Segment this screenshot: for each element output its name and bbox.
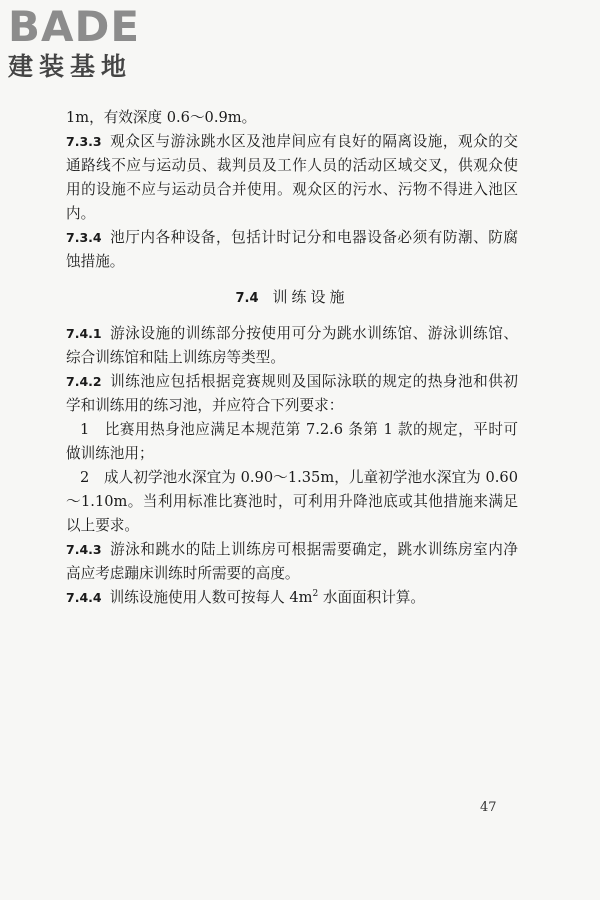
clause-7-4-1: [66, 322, 518, 370]
bade-logo: [8, 4, 178, 88]
clause-number: 7.3.3: [66, 134, 102, 149]
clause-number: 7.4.4: [66, 590, 102, 605]
clause-text-b: 水面面积计算。: [318, 589, 426, 606]
clause-text: 观众区与游泳跳水区及池岸间应有良好的隔离设施，观众的交通路线不应与运动员、裁判员及工作人员的活动区域交叉，供观众使用的设施不应与运动员合并使用。观众区的污水、污物不得进入池区内。: [66, 133, 518, 222]
section-heading: [66, 285, 518, 311]
section-number: 7.4: [235, 291, 259, 306]
document-body: [66, 106, 518, 610]
clause-text: 训练池应包括根据竞赛规则及国际泳联的规定的热身池和供初学和训练用的练习池，并应符合下列要求：: [66, 373, 518, 414]
clause-text: 游泳设施的训练部分按使用可分为跳水训练馆、游泳训练馆、综合训练馆和陆上训练房等类型。: [66, 325, 518, 366]
clause-number: 7.4.3: [66, 542, 102, 557]
clause-text-a: 训练设施使用人数可按每人 4m: [109, 589, 313, 606]
clause-number: 7.4.1: [66, 326, 102, 341]
clause-7-3-4: [66, 226, 518, 274]
list-item-2: 2 成人初学池水深宜为 0.90～1.35m，儿童初学池水深宜为 0.60～1.10m。当利用标准比赛池时，可利用升降池底或其他措施来满足以上要求。: [66, 469, 518, 534]
superscript: 2: [312, 589, 319, 600]
clause-number: 7.4.2: [66, 374, 102, 389]
continuation-line: [66, 106, 518, 130]
clause-7-3-3: [66, 130, 518, 226]
clause-text: 池厅内各种设备，包括计时记分和电器设备必须有防潮、防腐蚀措施。: [66, 229, 518, 270]
clause-text: 游泳和跳水的陆上训练房可根据需要确定，跳水训练房室内净高应考虑蹦床训练时所需要的高度。: [66, 541, 518, 582]
page-number: 47: [480, 800, 497, 815]
continuation-text: 1m，有效深度 0.6～0.9m。: [66, 109, 257, 126]
logo-subtitle: 建装基地: [8, 52, 133, 81]
logo-wordmark: BADE: [8, 2, 141, 51]
clause-7-4-3: [66, 538, 518, 586]
clause-number: 7.3.4: [66, 230, 102, 245]
list-item-1: 1 比赛用热身池应满足本规范第 7.2.6 条第 1 款的规定，平时可做训练池用；: [66, 421, 518, 462]
clause-7-4-2: [66, 370, 518, 418]
section-title: 训练设施: [272, 288, 349, 306]
clause-7-4-4: [66, 586, 518, 610]
